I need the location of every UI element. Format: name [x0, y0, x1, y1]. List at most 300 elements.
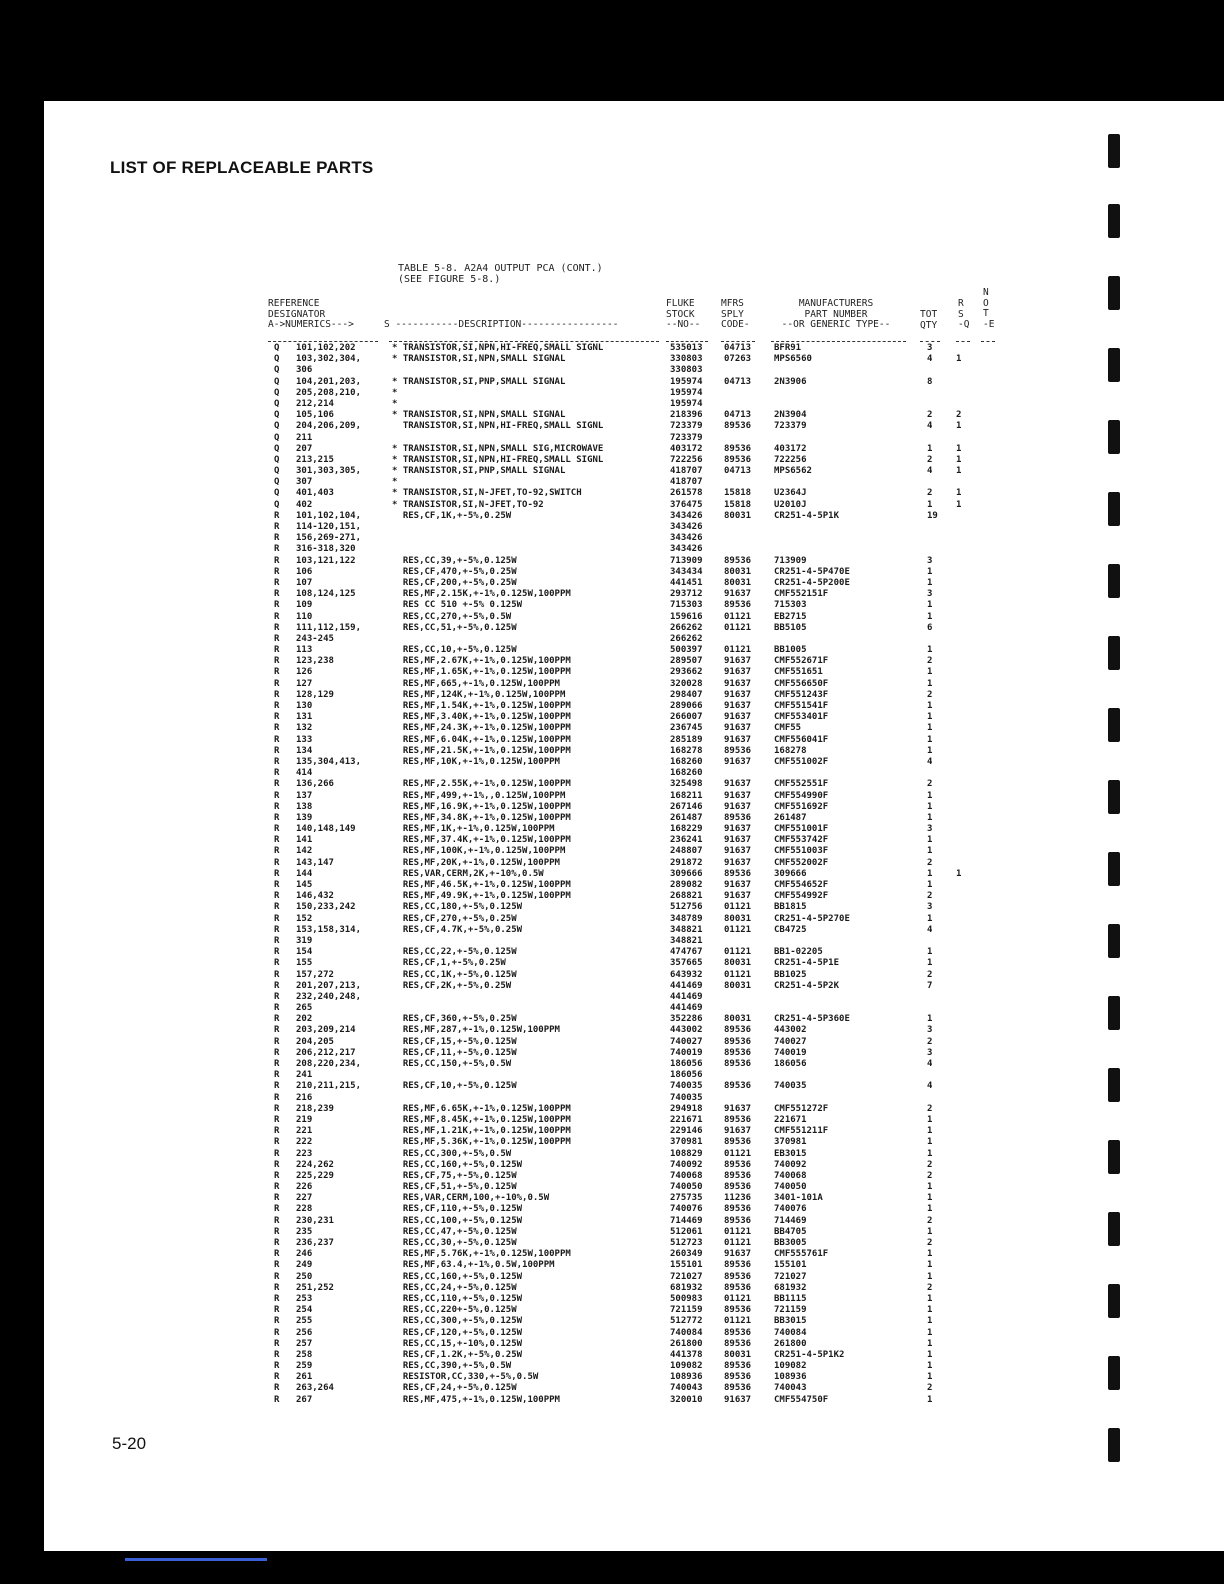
row-description: RES,MF,1K,+-1%,0.125W,100PPM — [392, 824, 555, 835]
row-stock-number: 343426 — [670, 533, 703, 544]
table-row — [44, 544, 1044, 555]
row-designator: 204,206,209, — [296, 421, 362, 432]
row-stock-number: 275735 — [670, 1193, 703, 1204]
row-quantity: 3 — [927, 902, 933, 913]
table-row — [44, 667, 1044, 678]
table-row — [44, 947, 1044, 958]
row-supplier-code: 91637 — [724, 779, 752, 790]
row-stock-number: 266262 — [670, 633, 703, 644]
row-quantity: 1 — [927, 745, 933, 756]
row-quantity: 2 — [927, 1103, 933, 1114]
row-description: RES,MF,37.4K,+-1%,0.125W,100PPM — [392, 835, 571, 846]
row-part-number: 681932 — [774, 1282, 807, 1293]
table-row — [44, 690, 1044, 701]
row-designator: 114-120,151, — [296, 522, 362, 532]
row-letter: R — [274, 712, 280, 723]
row-letter: R — [274, 958, 280, 969]
table-row — [44, 824, 1044, 835]
row-supplier-code: 91637 — [724, 656, 752, 667]
row-letter: R — [274, 656, 280, 667]
row-description: RES,CC,150,+-5%,0.5W — [392, 1059, 512, 1069]
row-letter: R — [274, 667, 280, 678]
row-designator: 243-245 — [296, 633, 334, 644]
row-letter: Q — [274, 488, 280, 499]
row-part-number: 715303 — [774, 600, 807, 611]
row-designator: 153,158,314, — [296, 924, 362, 935]
row-stock-number: 348821 — [670, 935, 703, 946]
row-stock-number: 500983 — [670, 1293, 703, 1304]
row-letter: Q — [274, 354, 280, 365]
row-quantity: 2 — [927, 1159, 933, 1170]
row-stock-number: 325498 — [670, 779, 703, 790]
row-stock-number: 285189 — [670, 734, 703, 745]
table-row — [44, 1014, 1044, 1025]
binding-mark — [1108, 852, 1120, 886]
row-stock-number: 740019 — [670, 1047, 703, 1058]
row-description: RES,MF,10K,+-1%,0.125W,100PPM — [392, 756, 560, 767]
page-number: 5-20 — [112, 1434, 147, 1453]
row-supplier-code: 04713 — [724, 466, 752, 477]
table-row — [44, 1126, 1044, 1137]
row-designator: 202 — [296, 1014, 313, 1025]
row-part-number: 721027 — [774, 1271, 807, 1282]
row-part-number: CR251-4-5P360E — [774, 1014, 850, 1025]
row-part-number: 309666 — [774, 868, 807, 879]
row-letter: R — [274, 812, 280, 823]
row-quantity: 19 — [927, 510, 938, 521]
row-quantity: 3 — [927, 1025, 933, 1036]
row-quantity: 1 — [927, 1327, 933, 1338]
row-designator: 136,266 — [296, 779, 334, 790]
row-letter: R — [274, 533, 280, 544]
row-part-number: CR251-4-5P470E — [774, 566, 850, 577]
table-row — [44, 433, 1044, 444]
row-supplier-code: 91637 — [724, 1103, 752, 1114]
row-part-number: 713909 — [774, 555, 807, 566]
row-designator: 143,147 — [296, 857, 334, 868]
row-stock-number: 348821 — [670, 924, 703, 935]
row-quantity: 2 — [927, 454, 933, 465]
row-stock-number: 186056 — [670, 1059, 703, 1069]
header-stock-line2: STOCK — [666, 308, 695, 320]
row-part-number: CMF551541F — [774, 701, 829, 711]
row-designator: 141 — [296, 835, 313, 846]
row-designator: 221 — [296, 1126, 313, 1137]
row-part-number: BB1115 — [774, 1293, 807, 1304]
row-supplier-code: 91637 — [724, 857, 752, 868]
row-part-number: BFR91 — [774, 343, 802, 353]
row-part-number: CMF552002F — [774, 857, 829, 868]
binding-mark — [1108, 636, 1120, 670]
row-quantity: 1 — [927, 1226, 933, 1237]
row-description: RES,CC,39,+-5%,0.125W — [392, 555, 517, 566]
row-description: RES,MF,287,+-1%,0.125W,100PPM — [392, 1025, 560, 1036]
row-quantity: 4 — [927, 756, 933, 767]
row-stock-number: 740050 — [670, 1182, 703, 1193]
row-letter: Q — [274, 477, 280, 488]
row-supplier-code: 89536 — [724, 421, 752, 432]
row-part-number: CMF551002F — [774, 756, 829, 767]
row-quantity: 2 — [927, 1282, 933, 1293]
table-row — [44, 1025, 1044, 1036]
row-stock-number: 320028 — [670, 678, 703, 689]
row-stock-number: 740084 — [670, 1327, 703, 1338]
table-title: TABLE 5-8. A2A4 OUTPUT PCA (CONT.) — [398, 263, 603, 274]
table-row — [44, 600, 1044, 611]
table-row — [44, 1316, 1044, 1327]
row-part-number: CMF552671F — [774, 656, 829, 667]
row-quantity: 1 — [927, 1293, 933, 1304]
row-description: RES,MF,665,+-1%,0.125W,100PPM — [392, 678, 560, 689]
table-row — [44, 511, 1044, 522]
table-row — [44, 757, 1044, 768]
row-part-number: CMF551243F — [774, 689, 829, 700]
row-supplier-code: 89536 — [724, 1081, 752, 1092]
row-description: RES,MF,6.65K,+-1%,0.125W,100PPM — [392, 1103, 571, 1114]
binding-mark — [1108, 492, 1120, 526]
row-supplier-code: 91637 — [724, 801, 752, 812]
row-description: RES,MF,5.36K,+-1%,0.125W,100PPM — [392, 1137, 571, 1148]
row-designator: 101,102,104, — [296, 510, 362, 521]
row-letter: R — [274, 1025, 280, 1036]
row-rsq: 1 — [956, 421, 962, 432]
row-stock-number: 441469 — [670, 991, 703, 1002]
row-description: RES,MF,3.40K,+-1%,0.125W,100PPM — [392, 712, 571, 723]
row-stock-number: 168211 — [670, 790, 703, 801]
row-stock-number: 195974 — [670, 387, 703, 398]
row-quantity: 2 — [927, 779, 933, 790]
row-letter: R — [274, 566, 280, 577]
binding-mark — [1108, 1068, 1120, 1102]
row-stock-number: 681932 — [670, 1282, 703, 1293]
table-row — [44, 835, 1044, 846]
row-stock-number: 291872 — [670, 857, 703, 868]
row-rsq: 1 — [956, 354, 962, 365]
row-designator: 139 — [296, 812, 313, 823]
row-part-number: 740050 — [774, 1182, 807, 1193]
row-supplier-code: 91637 — [724, 1249, 752, 1260]
row-supplier-code: 80031 — [724, 577, 752, 588]
row-quantity: 1 — [927, 1338, 933, 1349]
row-designator: 156,269-271, — [296, 533, 362, 544]
row-part-number: 721159 — [774, 1305, 807, 1316]
row-letter: R — [274, 1148, 280, 1159]
row-quantity: 1 — [927, 1271, 933, 1282]
header-note-line3: T — [983, 308, 989, 319]
table-row — [44, 612, 1044, 623]
row-part-number: CMF554652F — [774, 880, 829, 890]
row-designator: 210,211,215, — [296, 1081, 362, 1092]
row-designator: 258 — [296, 1349, 313, 1360]
row-designator: 107 — [296, 577, 313, 588]
header-rsq-line1: R — [958, 298, 964, 309]
table-row — [44, 1093, 1044, 1104]
row-description: RES,MF,475,+-1%,0.125W,100PPM — [392, 1394, 560, 1405]
row-designator: 402 — [296, 499, 313, 510]
row-designator: 103,121,122 — [296, 555, 356, 566]
row-supplier-code: 89536 — [724, 1204, 752, 1215]
row-letter: R — [274, 924, 280, 935]
row-stock-number: 236745 — [670, 723, 703, 734]
row-description: RES,MF,6.04K,+-1%,0.125W,100PPM — [392, 734, 571, 745]
row-quantity: 1 — [927, 868, 933, 879]
row-letter: R — [274, 589, 280, 600]
row-designator: 150,233,242 — [296, 902, 356, 913]
row-designator: 414 — [296, 768, 313, 779]
header-rsq — [958, 299, 969, 331]
header-qty — [920, 310, 937, 331]
row-stock-number: 474767 — [670, 947, 703, 958]
row-quantity: 1 — [927, 801, 933, 812]
row-supplier-code: 89536 — [724, 555, 752, 566]
binding-mark — [1108, 420, 1120, 454]
row-quantity: 2 — [927, 891, 933, 902]
row-quantity: 2 — [927, 857, 933, 868]
row-part-number: CR251-4-5P270E — [774, 913, 850, 924]
row-supplier-code: 11236 — [724, 1193, 752, 1204]
row-quantity: 2 — [927, 1238, 933, 1248]
row-stock-number: 535013 — [670, 343, 703, 353]
table-row — [44, 802, 1044, 813]
row-supplier-code: 91637 — [724, 824, 752, 835]
row-part-number: U2010J — [774, 499, 807, 510]
row-stock-number: 294918 — [670, 1103, 703, 1114]
row-quantity: 2 — [927, 410, 933, 421]
row-quantity: 1 — [927, 1305, 933, 1316]
row-supplier-code: 80031 — [724, 1349, 752, 1360]
table-caption — [398, 263, 603, 285]
row-stock-number: 740035 — [670, 1081, 703, 1092]
binding-mark — [1108, 1428, 1120, 1462]
binding-mark — [1108, 780, 1120, 814]
row-description: RES,CC,47,+-5%,0.125W — [392, 1226, 517, 1237]
row-description: RES,CC,1K,+-5%,0.125W — [392, 969, 517, 980]
row-letter: R — [274, 1238, 280, 1248]
row-part-number: BB1025 — [774, 969, 807, 980]
row-description: RES,MF,499,+-1%,,0.125W,100PPM — [392, 790, 566, 801]
row-designator: 223 — [296, 1148, 313, 1159]
row-supplier-code: 01121 — [724, 622, 752, 633]
table-row — [44, 1160, 1044, 1171]
row-description: * TRANSISTOR,SI,N-JFET,TO-92 — [392, 499, 544, 510]
row-designator: 157,272 — [296, 969, 334, 980]
header-note-line2: O — [983, 297, 989, 309]
header-reference — [268, 299, 354, 331]
table-row — [44, 1204, 1044, 1215]
row-stock-number: 512061 — [670, 1226, 703, 1237]
row-part-number: 740092 — [774, 1159, 807, 1170]
row-quantity: 3 — [927, 824, 933, 835]
row-description: RES,CC,300,+-5%,0.125W — [392, 1316, 523, 1327]
table-row — [44, 1272, 1044, 1283]
row-letter: R — [274, 1003, 280, 1014]
row-letter: R — [274, 1271, 280, 1282]
table-row — [44, 399, 1044, 410]
row-letter: R — [274, 1204, 280, 1215]
row-part-number: MPS6562 — [774, 466, 812, 477]
row-stock-number: 441469 — [670, 980, 703, 991]
table-row — [44, 1048, 1044, 1059]
table-row — [44, 1249, 1044, 1260]
row-designator: 253 — [296, 1293, 313, 1304]
header-rule — [268, 341, 378, 342]
table-row — [44, 410, 1044, 421]
row-supplier-code: 89536 — [724, 600, 752, 611]
binding-mark — [1108, 134, 1120, 168]
row-letter: R — [274, 1047, 280, 1058]
table-row — [44, 902, 1044, 913]
row-part-number: MPS6560 — [774, 354, 812, 365]
table-row — [44, 377, 1044, 388]
row-quantity: 1 — [927, 1372, 933, 1383]
row-designator: 201,207,213, — [296, 980, 362, 991]
row-designator: 155 — [296, 958, 313, 969]
header-rule — [721, 341, 755, 342]
table-row — [44, 735, 1044, 746]
row-letter: R — [274, 1159, 280, 1170]
table-row — [44, 1182, 1044, 1193]
row-description: RES,CF,470,+-5%,0.25W — [392, 566, 517, 577]
row-stock-number: 740027 — [670, 1036, 703, 1047]
row-designator: 146,432 — [296, 891, 334, 902]
row-designator: 259 — [296, 1361, 313, 1372]
table-row — [44, 970, 1044, 981]
binding-mark — [1108, 276, 1120, 310]
row-quantity: 2 — [927, 656, 933, 667]
row-designator: 267 — [296, 1394, 313, 1405]
row-quantity: 1 — [927, 812, 933, 823]
row-quantity: 1 — [927, 1249, 933, 1260]
row-stock-number: 195974 — [670, 398, 703, 409]
row-supplier-code: 04713 — [724, 410, 752, 421]
row-description: * TRANSISTOR,SI,PNP,SMALL SIGNAL — [392, 376, 566, 387]
row-designator: 130 — [296, 701, 313, 711]
row-stock-number: 168278 — [670, 745, 703, 756]
row-supplier-code: 80031 — [724, 980, 752, 991]
row-stock-number: 370981 — [670, 1137, 703, 1148]
row-stock-number: 261487 — [670, 812, 703, 823]
row-designator: 257 — [296, 1338, 313, 1349]
row-designator: 111,112,159, — [296, 622, 362, 633]
table-row — [44, 533, 1044, 544]
row-stock-number: 441469 — [670, 1003, 703, 1014]
row-supplier-code: 91637 — [724, 846, 752, 857]
row-designator: 138 — [296, 801, 313, 812]
table-row — [44, 589, 1044, 600]
row-supplier-code: 91637 — [724, 880, 752, 890]
row-quantity: 2 — [927, 1383, 933, 1394]
row-description: RES,VAR,CERM,100,+-10%,0.5W — [392, 1193, 550, 1204]
row-supplier-code: 89536 — [724, 1137, 752, 1148]
row-letter: R — [274, 1316, 280, 1327]
row-letter: R — [274, 1126, 280, 1137]
table-row — [44, 1171, 1044, 1182]
row-letter: R — [274, 510, 280, 521]
binding-mark — [1108, 564, 1120, 598]
row-stock-number: 221671 — [670, 1114, 703, 1125]
row-quantity: 1 — [927, 499, 933, 510]
row-designator: 109 — [296, 600, 313, 611]
row-supplier-code: 80031 — [724, 1014, 752, 1025]
row-part-number: CMF556041F — [774, 734, 829, 745]
row-description: RES,CC,100,+-5%,0.125W — [392, 1215, 523, 1226]
row-designator: 227 — [296, 1193, 313, 1204]
table-row — [44, 1350, 1044, 1361]
table-row — [44, 813, 1044, 824]
row-supplier-code: 91637 — [724, 835, 752, 846]
blue-underline-bar — [125, 1558, 267, 1561]
row-supplier-code: 01121 — [724, 1226, 752, 1237]
row-description: RES,CF,1K,+-5%,0.25W — [392, 510, 512, 521]
row-description: RES,CF,1,+-5%,0.25W — [392, 958, 506, 969]
header-ref-line1: REFERENCE — [268, 298, 320, 309]
header-code-line3: CODE- — [721, 319, 750, 330]
row-letter: Q — [274, 466, 280, 477]
row-supplier-code: 89536 — [724, 1159, 752, 1170]
row-part-number: 2N3906 — [774, 376, 807, 387]
row-supplier-code: 91637 — [724, 667, 752, 678]
row-description: RES,CF,75,+-5%,0.125W — [392, 1170, 517, 1181]
row-part-number: BB1005 — [774, 645, 807, 656]
table-row — [44, 343, 1044, 354]
table-row — [44, 455, 1044, 466]
table-row — [44, 623, 1044, 634]
row-quantity: 1 — [927, 1126, 933, 1137]
row-quantity: 2 — [927, 1170, 933, 1181]
row-supplier-code: 01121 — [724, 947, 752, 958]
row-part-number: CMF551272F — [774, 1103, 829, 1114]
row-description: * TRANSISTOR,SI,NPN,HI-FREQ,SMALL SIGNL — [392, 454, 604, 465]
row-letter: R — [274, 935, 280, 946]
row-stock-number: 740068 — [670, 1170, 703, 1181]
row-description: * TRANSISTOR,SI,PNP,SMALL SIGNAL — [392, 466, 566, 477]
row-description: RES,MF,1.65K,+-1%,0.125W,100PPM — [392, 667, 571, 678]
binding-mark — [1108, 924, 1120, 958]
row-letter: R — [274, 734, 280, 745]
table-row — [44, 768, 1044, 779]
row-stock-number: 376475 — [670, 499, 703, 510]
row-part-number: CMF554750F — [774, 1394, 829, 1405]
row-quantity: 3 — [927, 343, 933, 353]
row-stock-number: 343426 — [670, 522, 703, 532]
table-row — [44, 869, 1044, 880]
row-stock-number: 309666 — [670, 868, 703, 879]
row-rsq: 1 — [956, 454, 962, 465]
row-rsq: 2 — [956, 410, 962, 421]
header-mfr-line1: MANUFACTURERS — [798, 298, 874, 309]
row-supplier-code: 04713 — [724, 343, 752, 353]
row-designator: 216 — [296, 1092, 313, 1103]
row-supplier-code: 91637 — [724, 712, 752, 723]
row-stock-number: 236241 — [670, 835, 703, 846]
row-description: RES,MF,34.8K,+-1%,0.125W,100PPM — [392, 812, 571, 823]
row-description: RES,CF,24,+-5%,0.125W — [392, 1383, 517, 1394]
row-stock-number: 443002 — [670, 1025, 703, 1036]
row-part-number: 221671 — [774, 1114, 807, 1125]
table-row — [44, 1070, 1044, 1081]
row-quantity: 1 — [927, 443, 933, 454]
row-description: RES,CC,51,+-5%,0.125W — [392, 622, 517, 633]
row-designator: 228 — [296, 1204, 313, 1215]
row-stock-number: 352286 — [670, 1014, 703, 1025]
row-letter: R — [274, 947, 280, 958]
row-designator: 108,124,125 — [296, 589, 356, 600]
row-supplier-code: 91637 — [724, 723, 752, 734]
header-note-line4: -E — [983, 318, 995, 330]
row-designator: 106 — [296, 566, 313, 577]
row-designator: 105,106 — [296, 410, 334, 421]
row-part-number: 740035 — [774, 1081, 807, 1092]
